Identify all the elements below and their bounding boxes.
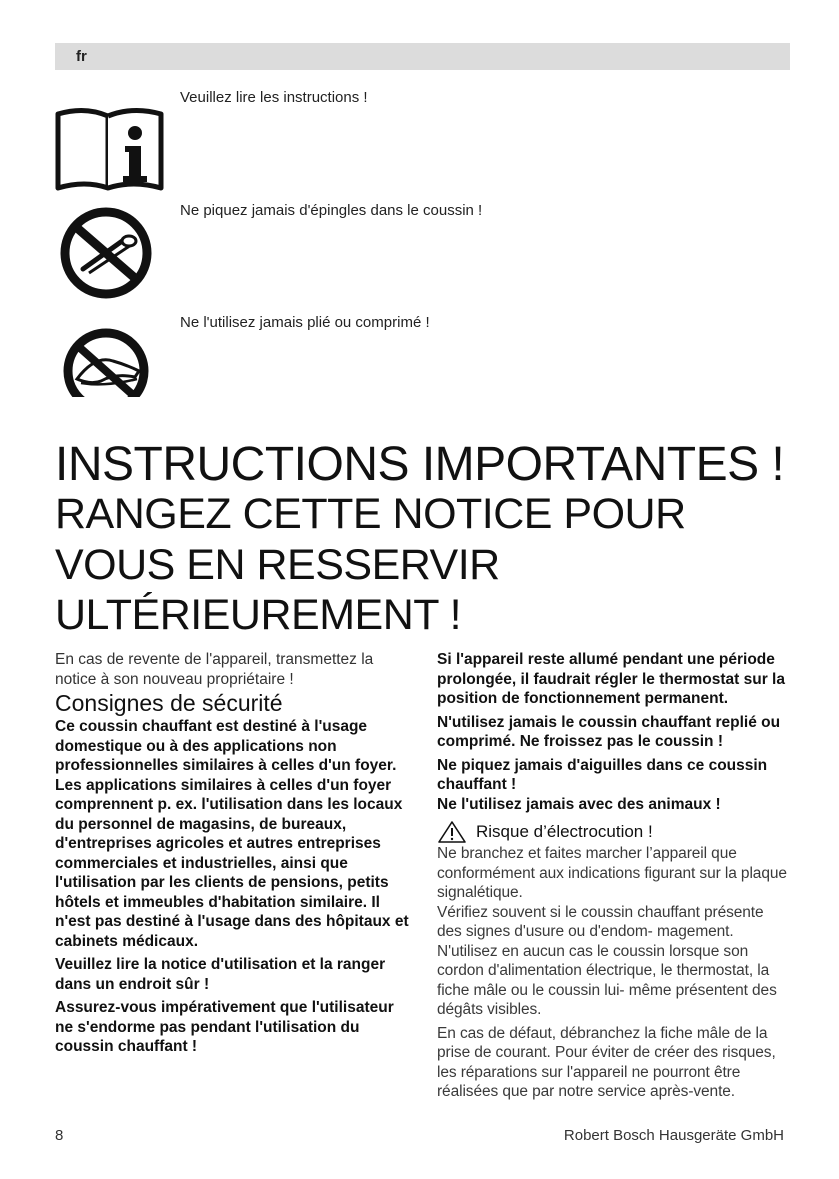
no-animals-text: Ne l'utilisez jamais avec des animaux ! <box>437 795 721 813</box>
resale-note: En cas de revente de l'appareil, transmettez la notice à son nouveau propriétaire ! <box>55 651 374 688</box>
page-number: 8 <box>55 1127 64 1144</box>
subtitle-line-3: ULTÉRIEUREMENT ! <box>55 591 462 639</box>
plug-in-text: Ne branchez et faites marcher l’appareil que conformément aux indications figurant sur la plaque signalétique. <box>437 845 787 901</box>
symbol-text-folding: Ne l'utilisez jamais plié ou comprimé ! <box>180 314 430 331</box>
language-bar <box>55 43 790 70</box>
no-pins-icon <box>55 205 157 301</box>
left-column <box>55 650 410 1057</box>
no-sleep-text: Assurez-vous impérativement que l'utilisateur ne s'endorme pas pendant l'utilisation du coussin chauffant ! <box>55 999 394 1055</box>
thermostat-text: Si l'appareil reste allumé pendant une période prolongée, il faudrait régler le thermostat sur la position de fonctionnement permanent. <box>437 651 785 707</box>
company-name: Robert Bosch Hausgeräte GmbH <box>563 1127 784 1144</box>
warning-triangle-icon <box>437 820 467 844</box>
language-label: fr <box>76 48 87 65</box>
read-notice-text: Veuillez lire la notice d'utilisation et la ranger dans un endroit sûr ! <box>55 956 386 993</box>
section-title-safety: Consignes de sécurité <box>55 690 283 716</box>
no-fold-text: N'utilisez jamais le coussin chauffant replié ou comprimé. Ne froissez pas le coussin ! <box>437 713 781 750</box>
no-needles-text: Ne piquez jamais d'aiguilles dans ce coussin chauffant ! <box>437 756 768 793</box>
symbol-text-read: Veuillez lire les instructions ! <box>180 89 368 106</box>
right-column <box>437 650 792 1102</box>
usage-scope-text: Ce coussin chauffant est destiné à l'usage domestique ou à des applications non professionnelles similaires à celles d'un foyer. Les applications similaires à celles d'un foyer comprennent p. ex. l'utilisation dans les locaux du personnel de magasins, de bureaux, d'entreprises agricoles et autres entreprises commerciales et industrielles, ainsi que l'utilisation par les clients de pensions, petits hôtels et immeubles d'habitation similaire. Il n'est pas destiné à l'usage dans des hôpitaux et cabinets médicaux. <box>55 718 409 950</box>
check-wear-text: Vérifiez souvent si le coussin chauffant présente des signes d'usure ou d'endom- magement. N'utilisez en aucun cas le coussin lorsque son cordon d'alimentation électrique, le thermostat, la fiche mâle ou le coussin lui- même présentent des dégâts visibles. <box>437 903 777 1018</box>
main-title: INSTRUCTIONS IMPORTANTES ! <box>55 438 785 491</box>
subtitle-line-2: VOUS EN RESSERVIR <box>55 541 500 589</box>
defect-text: En cas de défaut, débranchez la fiche mâle de la prise de courant. Pour éviter de créer des risques, les réparations sur l'appareil ne pourront être réalisées que par notre service après-vente. <box>437 1024 776 1100</box>
subtitle-line-1: RANGEZ CETTE NOTICE POUR <box>55 490 686 538</box>
warning-heading <box>437 820 792 844</box>
warning-title: Risque d’électrocution ! <box>476 822 653 841</box>
symbol-text-pins: Ne piquez jamais d'épingles dans le coussin ! <box>180 202 483 219</box>
no-folding-circle-icon <box>55 327 157 397</box>
read-instructions-icon <box>55 100 165 192</box>
